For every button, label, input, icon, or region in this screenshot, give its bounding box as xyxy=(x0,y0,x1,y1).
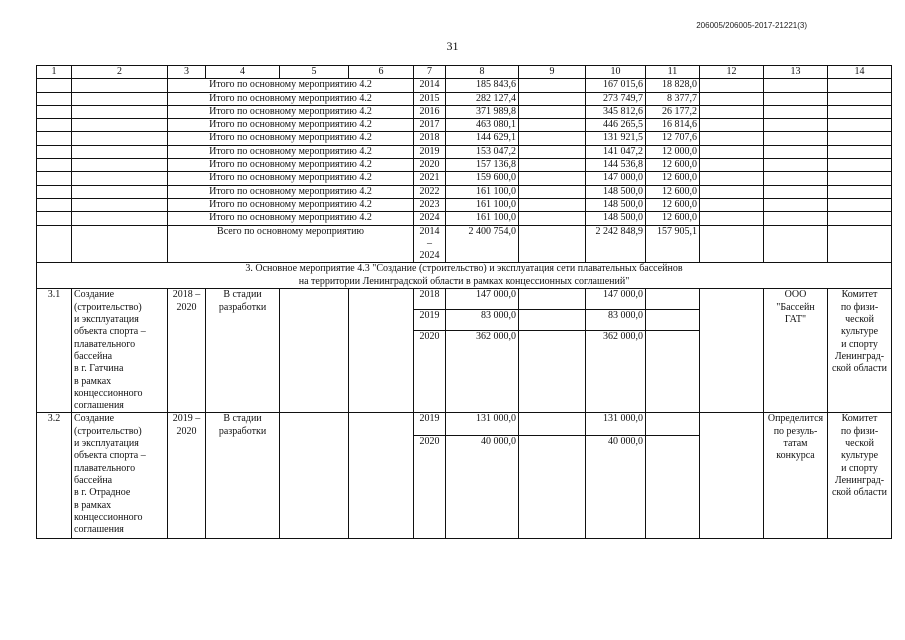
row-label: Итого по основному мероприятию 4.2 xyxy=(168,92,414,105)
row-col10: 131 921,5 xyxy=(586,132,646,145)
item-total: 362 000,0 xyxy=(446,331,519,413)
grand-total-col10: 2 242 848,9 xyxy=(586,225,646,263)
item-3-2 xyxy=(37,413,892,539)
item-total: 40 000,0 xyxy=(446,436,519,539)
table-row xyxy=(37,132,892,145)
item-responsible: Комитет по физи- ческой культуре и спорту Ленинград- ской области xyxy=(828,413,892,539)
item-total: 147 000,0 xyxy=(446,289,519,310)
grand-total-col11: 157 905,1 xyxy=(646,225,700,263)
item-status: В стадии разработки xyxy=(206,289,280,413)
row-label: Итого по основному мероприятию 4.2 xyxy=(168,145,414,158)
row-col11: 16 814,6 xyxy=(646,119,700,132)
item-name: Создание (строительство) и эксплуатация объекта спорта – плавательного бассейна в г. Гатчина в рамках концессионного соглашения xyxy=(72,289,168,413)
item-executor: ООО "Бассейн ГАТ" xyxy=(764,289,828,413)
row-col10: 167 015,6 xyxy=(586,79,646,92)
row-col11: 12 600,0 xyxy=(646,185,700,198)
row-label: Итого по основному мероприятию 4.2 xyxy=(168,105,414,118)
row-col11: 12 600,0 xyxy=(646,159,700,172)
grand-total xyxy=(37,225,892,263)
row-col11: 12 707,6 xyxy=(646,132,700,145)
item-year: 2020 xyxy=(414,436,446,539)
row-label: Итого по основному мероприятию 4.2 xyxy=(168,119,414,132)
column-header: 6 xyxy=(349,66,414,79)
row-col10: 345 812,6 xyxy=(586,105,646,118)
column-header: 5 xyxy=(280,66,349,79)
item-year: 2020 xyxy=(414,331,446,413)
summary-rows xyxy=(37,79,892,225)
item-year: 2019 xyxy=(414,310,446,331)
item-total: 83 000,0 xyxy=(446,310,519,331)
section-heading xyxy=(37,263,892,289)
row-col10: 147 000,0 xyxy=(586,172,646,185)
grand-total-row xyxy=(37,225,892,263)
item-period: 2018 – 2020 xyxy=(168,289,206,413)
row-year: 2014 xyxy=(414,79,446,92)
row-year: 2019 xyxy=(414,145,446,158)
column-header: 13 xyxy=(764,66,828,79)
row-year: 2017 xyxy=(414,119,446,132)
section-title: 3. Основное мероприятие 4.3 "Создание (строительство) и эксплуатация сети плавательных бассейнов на территории Ленинградской области в рамках концессионных соглашений" xyxy=(37,263,892,289)
row-year: 2023 xyxy=(414,198,446,211)
column-header: 11 xyxy=(646,66,700,79)
column-header: 2 xyxy=(72,66,168,79)
column-header: 10 xyxy=(586,66,646,79)
item-col10: 362 000,0 xyxy=(586,331,646,413)
table-row xyxy=(37,119,892,132)
row-year: 2018 xyxy=(414,132,446,145)
row-total: 463 080,1 xyxy=(446,119,519,132)
row-col11: 12 000,0 xyxy=(646,145,700,158)
item-executor: Определится по резуль- татам конкурса xyxy=(764,413,828,539)
row-col10: 148 500,0 xyxy=(586,185,646,198)
row-total: 153 047,2 xyxy=(446,145,519,158)
row-col10: 446 265,5 xyxy=(586,119,646,132)
row-col11: 8 377,7 xyxy=(646,92,700,105)
table-header xyxy=(37,66,892,79)
row-total: 282 127,4 xyxy=(446,92,519,105)
table-row xyxy=(37,289,892,310)
row-label: Итого по основному мероприятию 4.2 xyxy=(168,212,414,225)
row-label: Итого по основному мероприятию 4.2 xyxy=(168,172,414,185)
table-row xyxy=(37,198,892,211)
item-number: 3.1 xyxy=(37,289,72,413)
row-total: 161 100,0 xyxy=(446,198,519,211)
row-year: 2024 xyxy=(414,212,446,225)
row-total: 157 136,8 xyxy=(446,159,519,172)
item-responsible: Комитет по физи- ческой культуре и спорту Ленинград- ской области xyxy=(828,289,892,413)
row-total: 161 100,0 xyxy=(446,185,519,198)
item-col10: 40 000,0 xyxy=(586,436,646,539)
column-header: 9 xyxy=(519,66,586,79)
column-header: 8 xyxy=(446,66,519,79)
row-label: Итого по основному мероприятию 4.2 xyxy=(168,185,414,198)
table-row xyxy=(37,212,892,225)
table-row xyxy=(37,413,892,436)
column-header: 7 xyxy=(414,66,446,79)
row-col11: 26 177,2 xyxy=(646,105,700,118)
row-label: Итого по основному мероприятию 4.2 xyxy=(168,79,414,92)
column-header: 1 xyxy=(37,66,72,79)
item-name: Создание (строительство) и эксплуатация объекта спорта – плавательного бассейна в г. Отрадное в рамках концессионного соглашения xyxy=(72,413,168,539)
row-col11: 12 600,0 xyxy=(646,212,700,225)
column-header: 14 xyxy=(828,66,892,79)
table-row xyxy=(37,145,892,158)
row-total: 144 629,1 xyxy=(446,132,519,145)
section-row xyxy=(37,263,892,289)
table-row xyxy=(37,92,892,105)
grand-total-label: Всего по основному мероприятию xyxy=(168,225,414,263)
page-number: 31 xyxy=(446,39,459,53)
item-year: 2019 xyxy=(414,413,446,436)
table-row xyxy=(37,185,892,198)
row-col10: 141 047,2 xyxy=(586,145,646,158)
item-number: 3.2 xyxy=(37,413,72,539)
row-col10: 273 749,7 xyxy=(586,92,646,105)
item-total: 131 000,0 xyxy=(446,413,519,436)
budget-table xyxy=(36,65,892,539)
grand-total-sum: 2 400 754,0 xyxy=(446,225,519,263)
row-col11: 18 828,0 xyxy=(646,79,700,92)
row-col10: 148 500,0 xyxy=(586,212,646,225)
item-status: В стадии разработки xyxy=(206,413,280,539)
row-year: 2020 xyxy=(414,159,446,172)
item-year: 2018 xyxy=(414,289,446,310)
table-row xyxy=(37,159,892,172)
column-number-row xyxy=(37,66,892,79)
row-total: 371 989,8 xyxy=(446,105,519,118)
row-label: Итого по основному мероприятию 4.2 xyxy=(168,198,414,211)
item-col10: 131 000,0 xyxy=(586,413,646,436)
row-col10: 144 536,8 xyxy=(586,159,646,172)
column-header: 12 xyxy=(700,66,764,79)
table-row xyxy=(37,172,892,185)
item-period: 2019 – 2020 xyxy=(168,413,206,539)
row-year: 2016 xyxy=(414,105,446,118)
row-year: 2022 xyxy=(414,185,446,198)
row-col11: 12 600,0 xyxy=(646,198,700,211)
row-col11: 12 600,0 xyxy=(646,172,700,185)
item-col10: 83 000,0 xyxy=(586,310,646,331)
row-total: 161 100,0 xyxy=(446,212,519,225)
row-year: 2021 xyxy=(414,172,446,185)
row-total: 185 843,6 xyxy=(446,79,519,92)
table-row xyxy=(37,105,892,118)
row-label: Итого по основному мероприятию 4.2 xyxy=(168,132,414,145)
table-row xyxy=(37,79,892,92)
row-total: 159 600,0 xyxy=(446,172,519,185)
row-label: Итого по основному мероприятию 4.2 xyxy=(168,159,414,172)
column-header: 4 xyxy=(206,66,280,79)
row-col10: 148 500,0 xyxy=(586,198,646,211)
row-year: 2015 xyxy=(414,92,446,105)
item-col10: 147 000,0 xyxy=(586,289,646,310)
grand-total-years: 2014 – 2024 xyxy=(414,225,446,263)
item-3-1 xyxy=(37,289,892,413)
column-header: 3 xyxy=(168,66,206,79)
document-id: 206005/206005-2017-21221(3) xyxy=(696,21,807,30)
